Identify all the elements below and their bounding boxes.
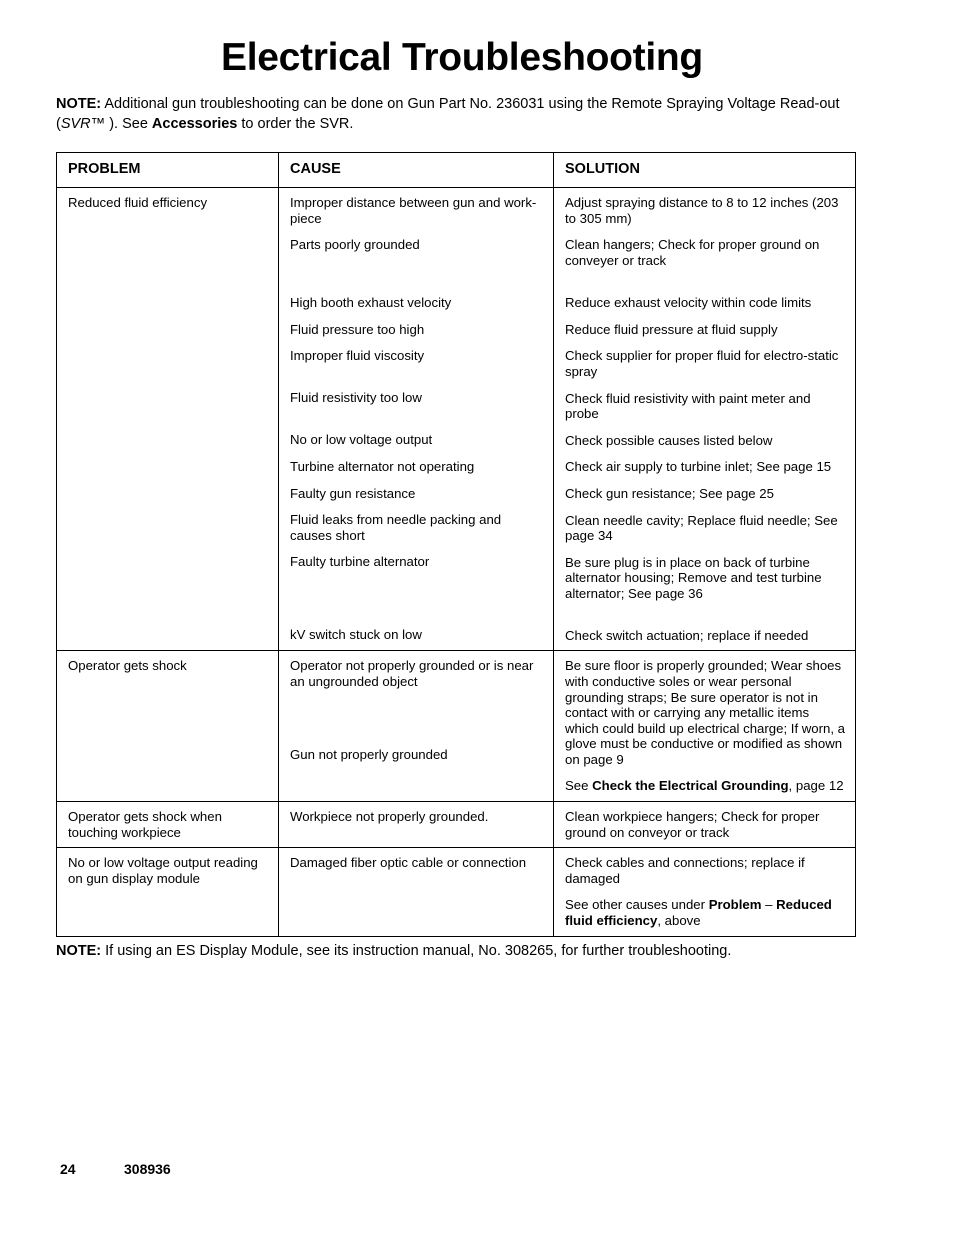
problem-text: Operator gets shock when touching workpiece: [68, 809, 222, 840]
solution-item: Clean workpiece hangers; Check for proper ground on conveyor or track: [565, 809, 820, 840]
troubleshooting-table: [56, 152, 856, 937]
ref-bold: Problem: [708, 897, 762, 913]
page-number: 24: [60, 1161, 76, 1177]
cause-item: Fluid leaks from needle packing and causes short: [290, 512, 502, 543]
solution-item: Clean hangers; Check for proper ground on conveyer or track: [565, 237, 820, 268]
cause-item: Fluid resistivity too low: [290, 390, 422, 406]
cause-item: Operator not properly grounded or is near an ungrounded object: [290, 658, 534, 689]
page-title: Electrical Troubleshooting: [221, 36, 703, 79]
cause-item: Improper fluid viscosity: [290, 348, 425, 364]
note-display-module: [56, 941, 861, 961]
table-row: [57, 188, 856, 651]
ref-bold: Reduced fluid efficiency: [565, 897, 832, 929]
table-header-row: [57, 153, 856, 188]
problem-cell: [57, 848, 279, 936]
cause-cell: [279, 802, 554, 848]
solution-item: Check possible causes listed below: [565, 432, 773, 448]
solution-item: Be sure floor is properly grounded; Wear shoes with conductive soles or wear personal grounding straps; Be sure operator is not in contact with or carrying any metallic items which could build up electrical charge; If worn, a glove must be conductive or modified as shown on page 9: [565, 658, 846, 767]
cause-cell: [279, 651, 554, 802]
note-text: If using an ES Display Module, see its instruction manual, No. 308265, for further troubleshooting.: [101, 943, 732, 959]
cause-item: Fluid pressure too high: [290, 321, 425, 337]
solution-reference: [565, 778, 845, 794]
ref-text: , page 12: [788, 778, 844, 794]
header-solution: SOLUTION: [554, 153, 856, 188]
cause-item: Turbine alternator not operating: [290, 458, 475, 474]
solution-item: Be sure plug is in place on back of turbine alternator housing; Remove and test turbine alternator; See page 36: [565, 554, 822, 601]
cause-item: High booth exhaust velocity: [290, 295, 452, 311]
solution-item: Check supplier for proper fluid for electro-static spray: [565, 348, 839, 379]
cause-cell: [279, 188, 554, 651]
solution-reference: [565, 897, 845, 928]
note-text: ). See: [105, 116, 152, 132]
problem-text: Reduced fluid efficiency: [68, 195, 208, 210]
solution-item: Check air supply to turbine inlet; See page 15: [565, 459, 832, 475]
note-text: Additional gun troubleshooting can be done on Gun Part No. 236031 using the Remote Spraying Voltage Read-out (: [56, 96, 840, 132]
cause-cell: [279, 848, 554, 936]
note-label: NOTE:: [56, 96, 102, 112]
accessories-reference: Accessories: [151, 116, 238, 132]
cause-item: Damaged fiber optic cable or connection: [290, 855, 527, 871]
solution-item: Reduce exhaust velocity within code limits: [565, 295, 812, 311]
header-problem: PROBLEM: [57, 153, 279, 188]
ref-text: –: [761, 897, 777, 913]
header-cause: CAUSE: [279, 153, 554, 188]
problem-text: No or low voltage output reading on gun display module: [68, 855, 258, 886]
problem-cell: [57, 651, 279, 802]
solution-item: Check gun resistance; See page 25: [565, 485, 774, 501]
problem-text: Operator gets shock: [68, 658, 187, 674]
note-text: to order the SVR.: [237, 116, 354, 132]
cause-item: Faulty gun resistance: [290, 485, 416, 501]
solution-cell: [554, 188, 856, 651]
cause-item: Improper distance between gun and work-piece: [290, 195, 537, 226]
solution-cell: [554, 651, 856, 802]
solution-item: Reduce fluid pressure at fluid supply: [565, 321, 778, 337]
ref-text: See: [565, 778, 593, 794]
svr-term: SVR™: [60, 116, 106, 132]
table-row: [57, 802, 856, 848]
problem-cell: [57, 802, 279, 848]
ref-text: , above: [657, 913, 701, 929]
solution-item: Adjust spraying distance to 8 to 12 inches (203 to 305 mm): [565, 195, 839, 226]
document-number: 308936: [124, 1161, 171, 1177]
note-label: NOTE:: [56, 943, 102, 959]
solution-cell: [554, 848, 856, 936]
cause-item: Gun not properly grounded: [290, 747, 448, 763]
ref-bold: Check the Electrical Grounding: [592, 778, 789, 794]
cause-item: kV switch stuck on low: [290, 627, 422, 643]
ref-text: See other causes under: [565, 897, 709, 913]
table-row: [57, 848, 856, 936]
cause-item: Parts poorly grounded: [290, 237, 420, 253]
solution-item: Check fluid resistivity with paint meter and probe: [565, 390, 811, 422]
note-svr: [56, 94, 861, 134]
solution-item: Check cables and connections; replace if damaged: [565, 855, 805, 886]
solution-cell: [554, 802, 856, 848]
cause-item: Faulty turbine alternator: [290, 554, 430, 570]
solution-item: Clean needle cavity; Replace fluid needle; See page 34: [565, 512, 838, 544]
problem-cell: [57, 188, 279, 651]
table-row: [57, 651, 856, 802]
cause-item: Workpiece not properly grounded.: [290, 809, 489, 825]
cause-item: No or low voltage output: [290, 432, 433, 448]
solution-item: Check switch actuation; replace if needed: [565, 627, 809, 643]
